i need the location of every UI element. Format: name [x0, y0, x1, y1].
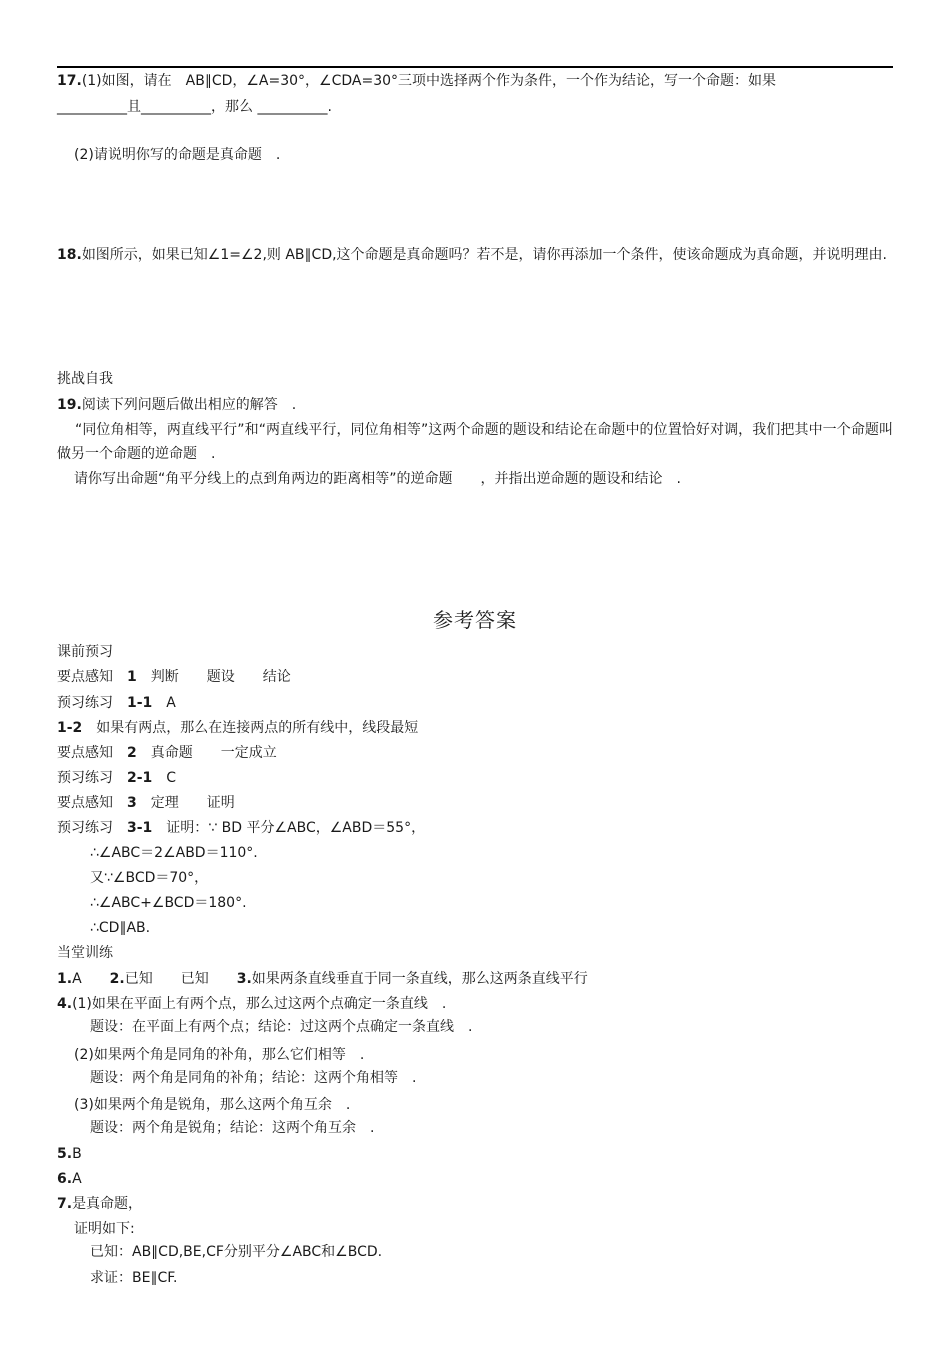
q18-text: 18.如图所示，如果已知∠1=∠2,则 AB∥CD,这个命题是真命题吗？若不是，请你再添加一个条件，使该命题成为真命题，并说明理由. [57, 247, 887, 263]
pre-heading: 课前预习 [57, 644, 113, 660]
answer-row: 要点感知 1 判断 题设 结论 [57, 669, 291, 685]
proof-line: ∴∠ABC＝2∠ABD＝110°. [90, 845, 258, 861]
q17-line1: 17.(1)如图，请在 AB∥CD，∠A=30°，∠CDA=30°三项中选择两个作为条件，一个作为结论，写一个命题：如果 [57, 73, 777, 89]
proof-given: 已知：AB∥CD,BE,CF分别平分∠ABC和∠BCD. [90, 1244, 383, 1260]
q17-line2: __________且__________，那么 __________. [57, 99, 332, 115]
answer-row: 1-2 如果有两点，那么在连接两点的所有线中，线段最短 [57, 720, 419, 736]
answer-row: 题设：在平面上有两个点；结论：过这两个点确定一条直线 . [90, 1019, 473, 1035]
answer-row: 题设：两个角是锐角；结论：这两个角互余 . [90, 1120, 375, 1136]
proof-intro: 证明如下: [74, 1221, 135, 1237]
answer-row: 题设：两个角是同角的补角；结论：这两个角相等 . [90, 1070, 417, 1086]
answer-row: 要点感知 3 定理 证明 [57, 795, 235, 811]
answer-row: 5.B [57, 1146, 82, 1162]
proof-line: ∴CD∥AB. [90, 920, 151, 936]
answer-row: 6.A [57, 1171, 82, 1187]
proof-line: ∴∠ABC+∠BCD＝180°. [90, 895, 247, 911]
answer-row: (2)如果两个角是同角的补角，那么它们相等 . [74, 1047, 365, 1063]
answer-row: 1.A 2.已知 已知 3.如果两条直线垂直于同一条直线，那么这两条直线平行 [57, 971, 588, 987]
class-heading: 当堂训练 [57, 945, 113, 961]
answer-row: 要点感知 2 真命题 一定成立 [57, 745, 277, 761]
q19-intro: 19.阅读下列问题后做出相应的解答 . [57, 397, 297, 413]
challenge-heading: 挑战自我 [57, 371, 113, 387]
answer-row: 4.(1)如果在平面上有两个点，那么过这两个点确定一条直线 . [57, 996, 447, 1012]
q19-task: 请你写出命题“角平分线上的点到角两边的距离相等”的逆命题 ，并指出逆命题的题设和结论 . [74, 471, 681, 487]
top-rule [57, 66, 893, 68]
answer-row: 7.是真命题， [57, 1196, 143, 1212]
answer-row: 预习练习 2-1 C [57, 770, 177, 786]
answer-row: (3)如果两个角是锐角，那么这两个角互余 . [74, 1097, 351, 1113]
q17-part2: (2)请说明你写的命题是真命题 . [74, 147, 281, 163]
q19-text: “同位角相等，两直线平行”和“两直线平行，同位角相等”这两个命题的题设和结论在命题中的位置恰好对调，我们把其中一个命题叫做另一个命题的逆命题 . [57, 422, 893, 462]
proof-prove: 求证：BE∥CF. [90, 1270, 178, 1286]
answer-row: 预习练习 3-1 证明：∵ BD 平分∠ABC，∠ABD＝55°， [57, 820, 426, 836]
proof-line: 又∵∠BCD＝70°， [90, 870, 209, 886]
answers-title: 参考答案 [433, 608, 517, 632]
answer-row: 预习练习 1-1 A [57, 695, 176, 711]
